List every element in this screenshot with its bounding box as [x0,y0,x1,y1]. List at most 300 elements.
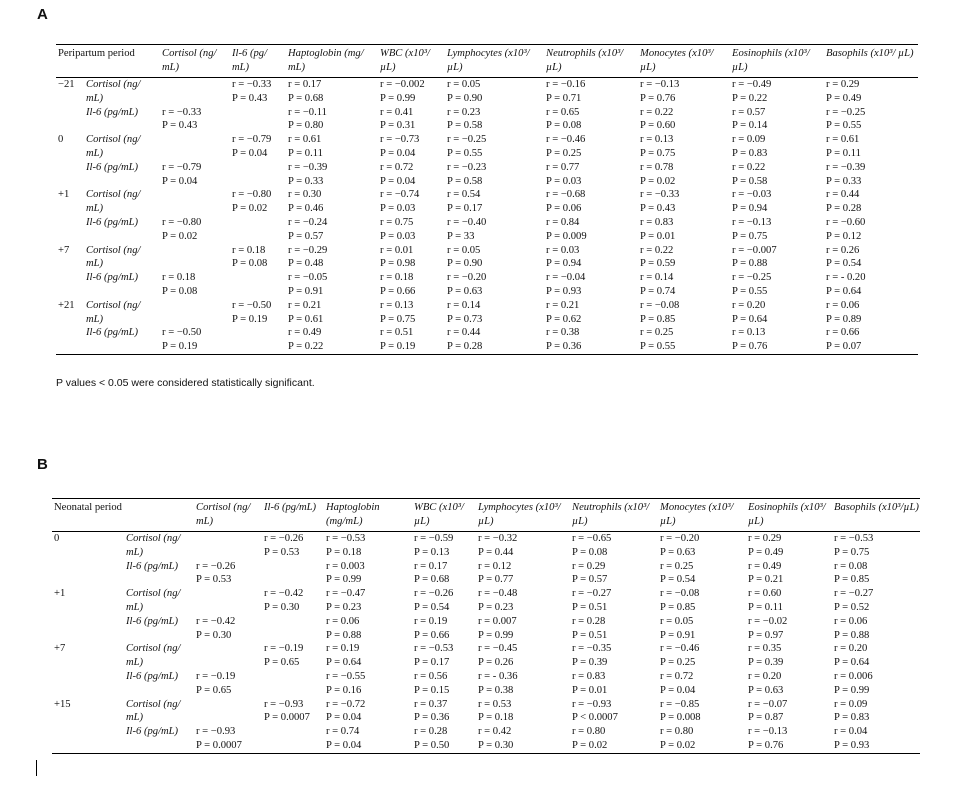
p-value: P = 0.13 [414,546,450,558]
header-period: Neonatal period [54,502,122,513]
row-label [84,299,160,327]
r-value: r = −0.53 [834,533,874,544]
correlation-cell [730,78,824,106]
row-label [124,725,194,753]
p-value: P = 0.21 [748,574,784,586]
correlation-cell [832,642,920,670]
header-wbc: WBC (x10³/ µL) [380,48,430,73]
row-label-unit: (ng/ mL) [126,588,181,613]
r-value: r = 0.53 [478,698,512,710]
r-value: r = −0.08 [660,588,700,600]
r-value: r = −0.05 [288,272,328,284]
correlation-cell [230,188,286,216]
r-value: r = −0.60 [826,216,866,228]
correlation-cell [378,326,445,354]
p-value: P = 0.89 [826,313,862,325]
table-row [56,188,918,216]
table-row [56,133,918,161]
r-value: r = 0.60 [748,588,782,600]
correlation-cell [160,299,230,327]
p-value: P = 0.01 [572,684,608,696]
r-value: r = - 0.36 [478,670,518,682]
r-value: r = −0.13 [640,79,680,90]
p-value: P = 0.76 [732,341,768,353]
period-cell: 0 [54,533,60,544]
r-value: r = −0.53 [414,643,454,655]
row-label-variable: Il-6 [126,560,142,572]
r-value: r = 0.25 [640,327,674,339]
correlation-cell [194,642,262,670]
r-value: r = 0.18 [232,244,266,256]
r-value: r = 0.22 [640,106,674,118]
p-value: P = 0.65 [196,684,232,696]
p-value: P = 0.18 [478,712,514,724]
row-label-variable: Cortisol [126,698,161,710]
r-value: r = 0.38 [546,327,580,339]
correlation-cell [824,299,918,327]
correlation-cell [638,244,730,272]
correlation-cell [476,587,570,615]
p-value: P = 0.62 [546,313,582,325]
r-value: r = −0.93 [196,726,236,738]
r-value: r = −0.11 [288,106,327,118]
period-cell [52,560,124,588]
r-value: r = 0.05 [660,615,694,627]
p-value: P = 0.30 [264,601,300,613]
p-value: P = 0.03 [380,203,416,215]
p-value: P = 0.66 [414,629,450,641]
p-value: P = 0.75 [732,230,768,242]
p-value: P = 0.19 [162,341,198,353]
p-value: P = 0.85 [640,313,676,325]
p-value: P = 0.91 [288,285,324,297]
row-label-variable: Cortisol [86,79,121,90]
p-value: P = 0.75 [640,147,676,159]
correlation-cell [378,106,445,134]
r-value: r = 0.20 [732,299,766,311]
row-label-unit: (ng/ mL) [126,533,181,558]
r-value: r = −0.65 [572,533,612,544]
table-row [52,725,920,753]
header-monocytes: Monocytes (x10³/µL) [660,502,734,527]
table-row [56,244,918,272]
r-value: r = 0.003 [326,560,365,572]
row-label [124,615,194,643]
p-value: P = 0.53 [264,546,300,558]
r-value: r = −0.50 [162,327,202,339]
r-value: r = 0.06 [326,615,360,627]
r-value: r = −0.20 [660,533,700,544]
r-value: r = 0.20 [748,670,782,682]
correlation-cell [262,587,324,615]
correlation-cell [160,133,230,161]
p-value: P = 0.18 [326,546,362,558]
p-value: P = 0.58 [447,175,483,187]
r-value: r = −0.74 [380,189,420,201]
p-value: P = 0.55 [447,147,483,159]
p-value: P = 0.54 [826,258,862,270]
correlation-cell [378,133,445,161]
panel-b-label: B [37,456,48,473]
correlation-cell [746,532,832,560]
p-value: P = 0.02 [572,739,608,751]
r-value: r = 0.04 [834,726,868,738]
r-value: r = 0.13 [380,299,414,311]
p-value: P = 0.57 [572,574,608,586]
correlation-cell [230,78,286,106]
r-value: r = 0.28 [414,726,448,738]
p-value: P = 0.30 [196,629,232,641]
p-value: P = 0.33 [288,175,324,187]
row-label-variable: Cortisol [86,189,121,201]
table-row [52,615,920,643]
p-value: P = 0.15 [414,684,450,696]
row-label [84,271,160,299]
p-value: P = 0.99 [478,629,514,641]
correlation-cell [286,78,378,106]
correlation-cell [445,244,544,272]
correlation-cell [324,560,412,588]
p-value: P = 0.19 [380,341,416,353]
p-value: P = 0.64 [834,657,870,669]
correlation-cell [412,725,476,753]
header-basophils: Basophils (x10³/ µL) [826,48,914,59]
table-row [52,560,920,588]
row-label-variable: Il-6 [86,327,102,339]
p-value: P = 0.08 [232,258,268,270]
correlation-cell [658,642,746,670]
correlation-cell [658,587,746,615]
p-value: P = 0.33 [826,175,862,187]
p-value: P = 0.63 [660,546,696,558]
r-value: r = 0.21 [546,299,580,311]
r-value: r = −0.79 [162,161,202,173]
p-value: P = 0.93 [546,285,582,297]
p-value: P = 0.64 [326,657,362,669]
row-label [84,216,160,244]
correlation-cell [160,78,230,106]
correlation-cell [570,698,658,726]
p-value: P = 0.61 [288,313,324,325]
r-value: r = 0.06 [834,615,868,627]
r-value: r = −0.002 [380,79,425,90]
p-value: P = 0.55 [732,285,768,297]
p-value: P = 0.88 [326,629,362,641]
correlation-cell [324,725,412,753]
header-monocytes: Monocytes (x10³/ µL) [640,48,714,73]
correlation-cell [445,326,544,354]
text-cursor [36,760,37,776]
p-value: P = 0.19 [232,313,268,325]
r-value: r = 0.56 [414,670,448,682]
correlation-cell [824,188,918,216]
p-value: P = 0.53 [196,574,232,586]
correlation-cell [746,698,832,726]
table-row [56,271,918,299]
correlation-cell [230,133,286,161]
correlation-cell [445,188,544,216]
row-label [124,532,194,560]
r-value: r = −0.39 [826,161,866,173]
r-value: r = 0.44 [826,189,860,201]
r-value: r = 0.77 [546,161,580,173]
p-value: P = 0.99 [834,684,870,696]
r-value: r = −0.55 [326,670,366,682]
r-value: r = 0.51 [380,327,414,339]
correlation-cell [378,161,445,189]
p-value: P = 0.83 [834,712,870,724]
period-cell [52,725,124,753]
r-value: r = −0.68 [546,189,586,201]
correlation-cell [194,615,262,643]
correlation-cell [445,133,544,161]
p-value: P = 0.03 [546,175,582,187]
header-haptoglobin: Haptoglobin (mg/ mL) [288,48,364,73]
table-row [56,78,918,106]
p-value: P = 0.04 [232,147,268,159]
r-value: r = −0.16 [546,79,586,90]
row-label-variable: Cortisol [126,643,161,655]
correlation-cell [445,106,544,134]
correlation-cell [746,615,832,643]
period-cell [56,161,84,189]
correlation-cell [230,244,286,272]
correlation-cell [160,216,230,244]
correlation-cell [476,670,570,698]
p-value: P = 0.49 [748,546,784,558]
correlation-cell [262,725,324,753]
r-value: r = 0.14 [640,272,674,284]
correlation-cell [570,532,658,560]
correlation-cell [476,725,570,753]
r-value: r = 0.22 [640,244,674,256]
correlation-cell [262,615,324,643]
correlation-cell [324,615,412,643]
row-label-unit: (pg/mL) [101,161,139,173]
r-value: r = −0.50 [232,299,272,311]
p-value: P = 0.65 [264,657,300,669]
r-value: r = - 0.20 [826,272,866,284]
p-value: P = 0.55 [640,341,676,353]
p-value: P = 0.36 [414,712,450,724]
table-row [52,532,920,560]
p-value: P = 0.44 [478,546,514,558]
correlation-cell [824,161,918,189]
p-value: P = 0.51 [572,629,608,641]
row-label-variable: Il-6 [126,670,142,682]
r-value: r = 0.61 [826,134,860,146]
correlation-cell [544,244,638,272]
p-value: P = 0.88 [834,629,870,641]
p-value: P = 0.99 [380,92,416,104]
correlation-cell [160,326,230,354]
p-value: P = 0.26 [478,657,514,669]
row-label-unit: (ng/ mL) [126,698,181,724]
period-cell: +7 [58,244,70,256]
p-value: P = 0.58 [732,175,768,187]
header-cortisol: Cortisol (ng/ mL) [162,48,217,73]
correlation-cell [412,532,476,560]
r-value: r = 0.80 [660,726,694,738]
row-label-unit: (pg/mL) [141,670,179,682]
r-value: r = 0.61 [288,134,322,146]
correlation-cell [262,670,324,698]
row-label-variable: Il-6 [86,272,102,284]
p-value: P = 0.36 [546,341,582,353]
p-value: P = 0.75 [834,546,870,558]
p-value: P = 0.0007 [196,739,242,751]
correlation-cell [832,587,920,615]
r-value: r = −0.33 [232,79,272,90]
r-value: r = −0.25 [447,134,487,146]
p-value: P = 0.02 [232,203,268,215]
p-value: P = 0.76 [748,739,784,751]
p-value: P = 0.25 [660,657,696,669]
correlation-cell [832,560,920,588]
r-value: r = −0.13 [732,216,772,228]
p-value: P = 0.04 [326,712,362,724]
correlation-cell [570,615,658,643]
r-value: r = 0.18 [380,272,414,284]
correlation-cell [230,106,286,134]
p-value: P = 0.08 [546,120,582,132]
p-value: P = 0.08 [572,546,608,558]
correlation-cell [570,725,658,753]
r-value: r = −0.02 [748,615,788,627]
row-label-unit: (pg/mL) [101,272,139,284]
row-label-unit: (pg/mL) [141,560,179,572]
p-value: P = 0.75 [380,313,416,325]
row-label [84,106,160,134]
panel-a-label: A [37,6,48,23]
correlation-cell [824,78,918,106]
r-value: r = −0.03 [732,189,772,201]
correlation-cell [476,532,570,560]
r-value: r = 0.09 [834,698,868,710]
correlation-cell [324,532,412,560]
table-row [52,587,920,615]
correlation-cell [160,244,230,272]
correlation-cell [412,560,476,588]
period-cell [56,106,84,134]
r-value: r = 0.29 [748,533,782,544]
row-label [124,560,194,588]
r-value: r = 0.78 [640,161,674,173]
r-value: r = 0.44 [447,327,481,339]
table-row [52,698,920,726]
p-value: P < 0.0007 [572,712,618,724]
correlation-cell [544,188,638,216]
correlation-cell [378,271,445,299]
r-value: r = −0.35 [572,643,612,655]
p-value: P = 0.43 [232,92,268,104]
p-value: P = 0.22 [732,92,768,104]
row-label-variable: Il-6 [126,726,142,738]
row-label-unit: (ng/ mL) [86,244,141,270]
p-value: P = 0.43 [640,203,676,215]
panel-a-table [56,44,918,355]
correlation-cell [544,106,638,134]
correlation-cell [324,670,412,698]
r-value: r = 0.30 [288,189,322,201]
p-value: P = 0.54 [414,601,450,613]
r-value: r = 0.42 [478,726,512,738]
r-value: r = −0.33 [162,106,202,118]
correlation-cell [378,299,445,327]
r-value: r = 0.14 [447,299,481,311]
correlation-cell [824,271,918,299]
period-cell: +1 [54,588,66,600]
r-value: r = 0.006 [834,670,873,682]
correlation-cell [824,326,918,354]
r-value: r = 0.54 [447,189,481,201]
correlation-cell [194,587,262,615]
r-value: r = 0.26 [826,244,860,256]
r-value: r = 0.72 [380,161,414,173]
table-row [56,299,918,327]
r-value: r = 0.007 [478,615,517,627]
row-label-variable: Cortisol [86,134,121,146]
correlation-cell [286,244,378,272]
correlation-cell [832,670,920,698]
p-value: P = 0.02 [660,739,696,751]
p-value: P = 0.90 [447,92,483,104]
row-label [84,326,160,354]
correlation-cell [638,326,730,354]
period-cell: +21 [58,299,75,311]
header-il6: Il-6 (pg/ mL) [232,48,268,73]
p-value: P = 0.0007 [264,712,310,724]
r-value: r = 0.20 [834,643,868,655]
correlation-cell [746,642,832,670]
r-value: r = 0.06 [826,299,860,311]
row-label-unit: (ng/ mL) [86,189,141,215]
header-cortisol: Cortisol (ng/ mL) [196,502,251,527]
header-neutrophils: Neutrophils (x10³/µL) [572,502,650,527]
header-basophils: Basophils (x10³/µL) [834,502,919,513]
correlation-cell [746,560,832,588]
p-value: P = 0.17 [414,657,450,669]
r-value: r = 0.17 [288,79,322,90]
correlation-cell [638,133,730,161]
correlation-cell [286,271,378,299]
r-value: r = 0.01 [380,244,414,256]
header-eosinophils: Eosinophils (x10³/ µL) [732,48,810,73]
header-lymphocytes: Lymphocytes (x10³/µL) [478,502,561,527]
p-value: P = 0.83 [732,147,768,159]
correlation-cell [160,106,230,134]
p-value: P = 0.71 [546,92,582,104]
row-label-variable: Il-6 [126,615,142,627]
p-value: P = 0.01 [640,230,676,242]
r-value: r = 0.19 [414,615,448,627]
correlation-cell [832,698,920,726]
p-value: P = 0.88 [732,258,768,270]
r-value: r = 0.35 [748,643,782,655]
r-value: r = 0.21 [288,299,322,311]
header-wbc: WBC (x10³/ µL) [414,502,464,527]
p-value: P = 0.02 [640,175,676,187]
r-value: r = −0.80 [162,216,202,228]
row-label-variable: Il-6 [86,106,102,118]
correlation-cell [445,78,544,106]
p-value: P = 0.63 [447,285,483,297]
row-label [124,642,194,670]
r-value: r = −0.007 [732,244,777,256]
p-value: P = 0.99 [326,574,362,586]
row-label [124,698,194,726]
p-value: P = 0.54 [660,574,696,586]
